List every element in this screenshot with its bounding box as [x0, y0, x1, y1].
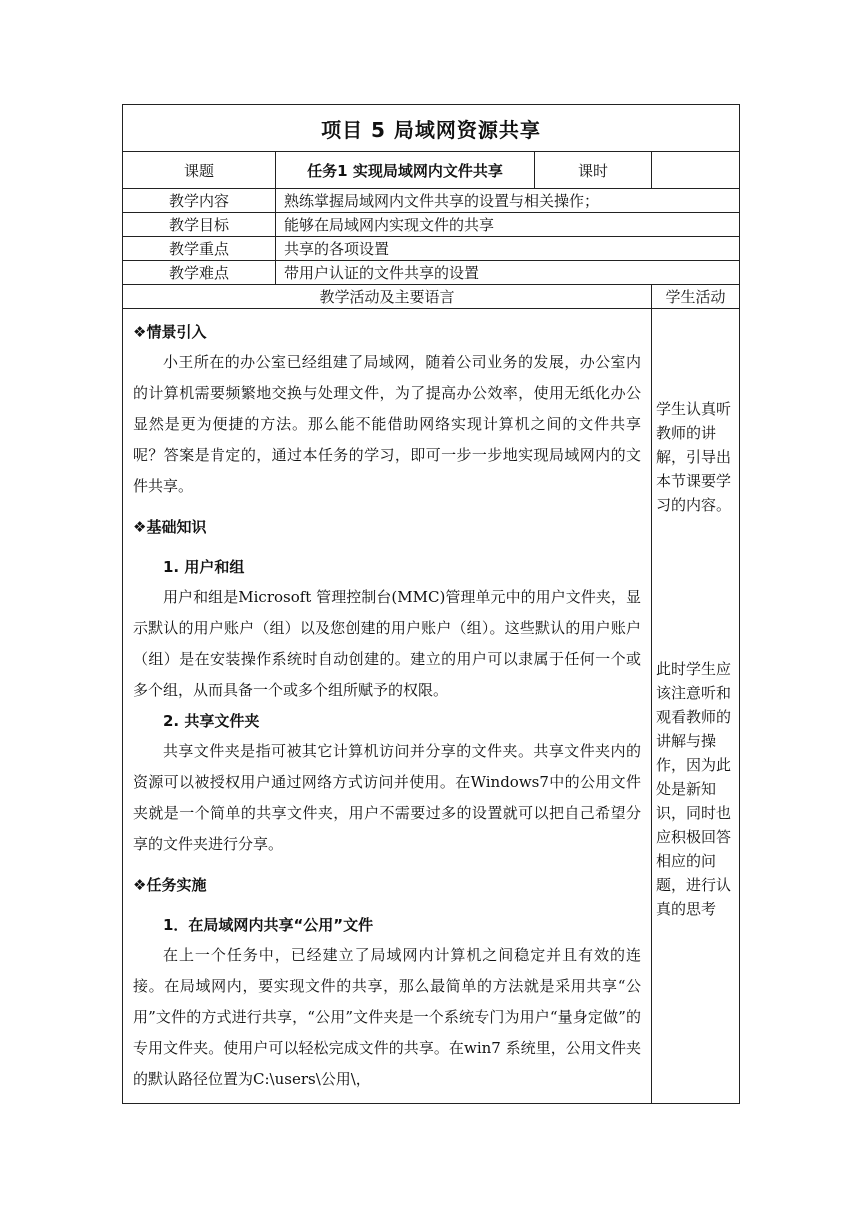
student-activity-cell: [652, 309, 740, 1104]
diamond-bullet-icon: ❖: [133, 323, 147, 341]
info-value-content: 熟练掌握局域网内文件共享的设置与相关操作；: [276, 189, 740, 213]
section-heading-implementation: ❖任务实施: [133, 876, 207, 894]
info-label-goal: 教学目标: [123, 213, 276, 237]
lesson-plan-table: [122, 104, 740, 1104]
info-value-goal: 能够在局域网内实现文件的共享: [276, 213, 740, 237]
activity-header-main: 教学活动及主要语言: [123, 285, 652, 309]
info-value-key: 共享的各项设置: [276, 237, 740, 261]
public-share-paragraph: 在上一个任务中，已经建立了局域网内计算机之间稳定并且有效的连接。在局域网内，要实现文件的共享，那么最简单的方法就是采用共享“公用”文件的方式进行共享，“公用”文件夹是一个系统专门为用户“量身定做”的专用文件夹。使用户可以轻松完成文件的共享。在win7 系统里，公用文件夹的默认路径位置为C:\users\公用\，: [133, 946, 641, 1088]
shared-folder-paragraph: 共享文件夹是指可被其它计算机访问并分享的文件夹。共享文件夹内的资源可以被授权用户通过网络方式访问并使用。在Windows7中的公用文件夹就是一个简单的共享文件夹，用户不需要过多的设置就可以把自己希望分享的文件夹进行分享。: [133, 742, 641, 853]
hours-label: 课时: [535, 152, 652, 189]
page-title: 项目 5 局域网资源共享: [123, 105, 740, 152]
activity-header-side: 学生活动: [652, 285, 740, 309]
info-label-key: 教学重点: [123, 237, 276, 261]
section-heading-basics: ❖基础知识: [133, 518, 207, 536]
subheading-shared-folder: 2. 共享文件夹: [163, 712, 260, 730]
topic-value: 任务1 实现局域网内文件共享: [276, 152, 535, 189]
users-groups-paragraph: 用户和组是Microsoft 管理控制台(MMC)管理单元中的用户文件夹，显示默认的用户账户（组）以及您创建的用户账户（组）。这些默认的用户账户（组）是在安装操作系统时自动创建的。建立的用户可以隶属于任何一个或多个组，从而具备一个或多个组所赋予的权限。: [133, 588, 641, 699]
subheading-public-share: 1．在局域网内共享“公用”文件: [163, 916, 374, 934]
teaching-content: [123, 309, 652, 1104]
subheading-users-groups: 1. 用户和组: [163, 558, 245, 576]
topic-label: 课题: [123, 152, 276, 189]
hours-value: [652, 152, 740, 189]
info-value-difficulty: 带用户认证的文件共享的设置: [276, 261, 740, 285]
info-label-content: 教学内容: [123, 189, 276, 213]
info-label-difficulty: 教学难点: [123, 261, 276, 285]
diamond-bullet-icon: ❖: [133, 518, 147, 536]
diamond-bullet-icon: ❖: [133, 876, 147, 894]
intro-paragraph: 小王所在的办公室已经组建了局域网，随着公司业务的发展，办公室内的计算机需要频繁地交换与处理文件，为了提高办公效率，使用无纸化办公显然是更为便捷的方法。那么能不能借助网络实现计算机之间的文件共享呢？答案是肯定的，通过本任务的学习，即可一步一步地实现局域网内的文件共享。: [133, 353, 641, 495]
student-note-1: 学生认真听教师的讲解，引导出本节课要学习的内容。: [656, 400, 732, 514]
section-heading-intro: ❖情景引入: [133, 323, 207, 341]
student-note-2: 此时学生应该注意听和观看教师的讲解与操作，因为此处是新知识，同时也应积极回答相应的问题，进行认真的思考: [656, 660, 732, 918]
